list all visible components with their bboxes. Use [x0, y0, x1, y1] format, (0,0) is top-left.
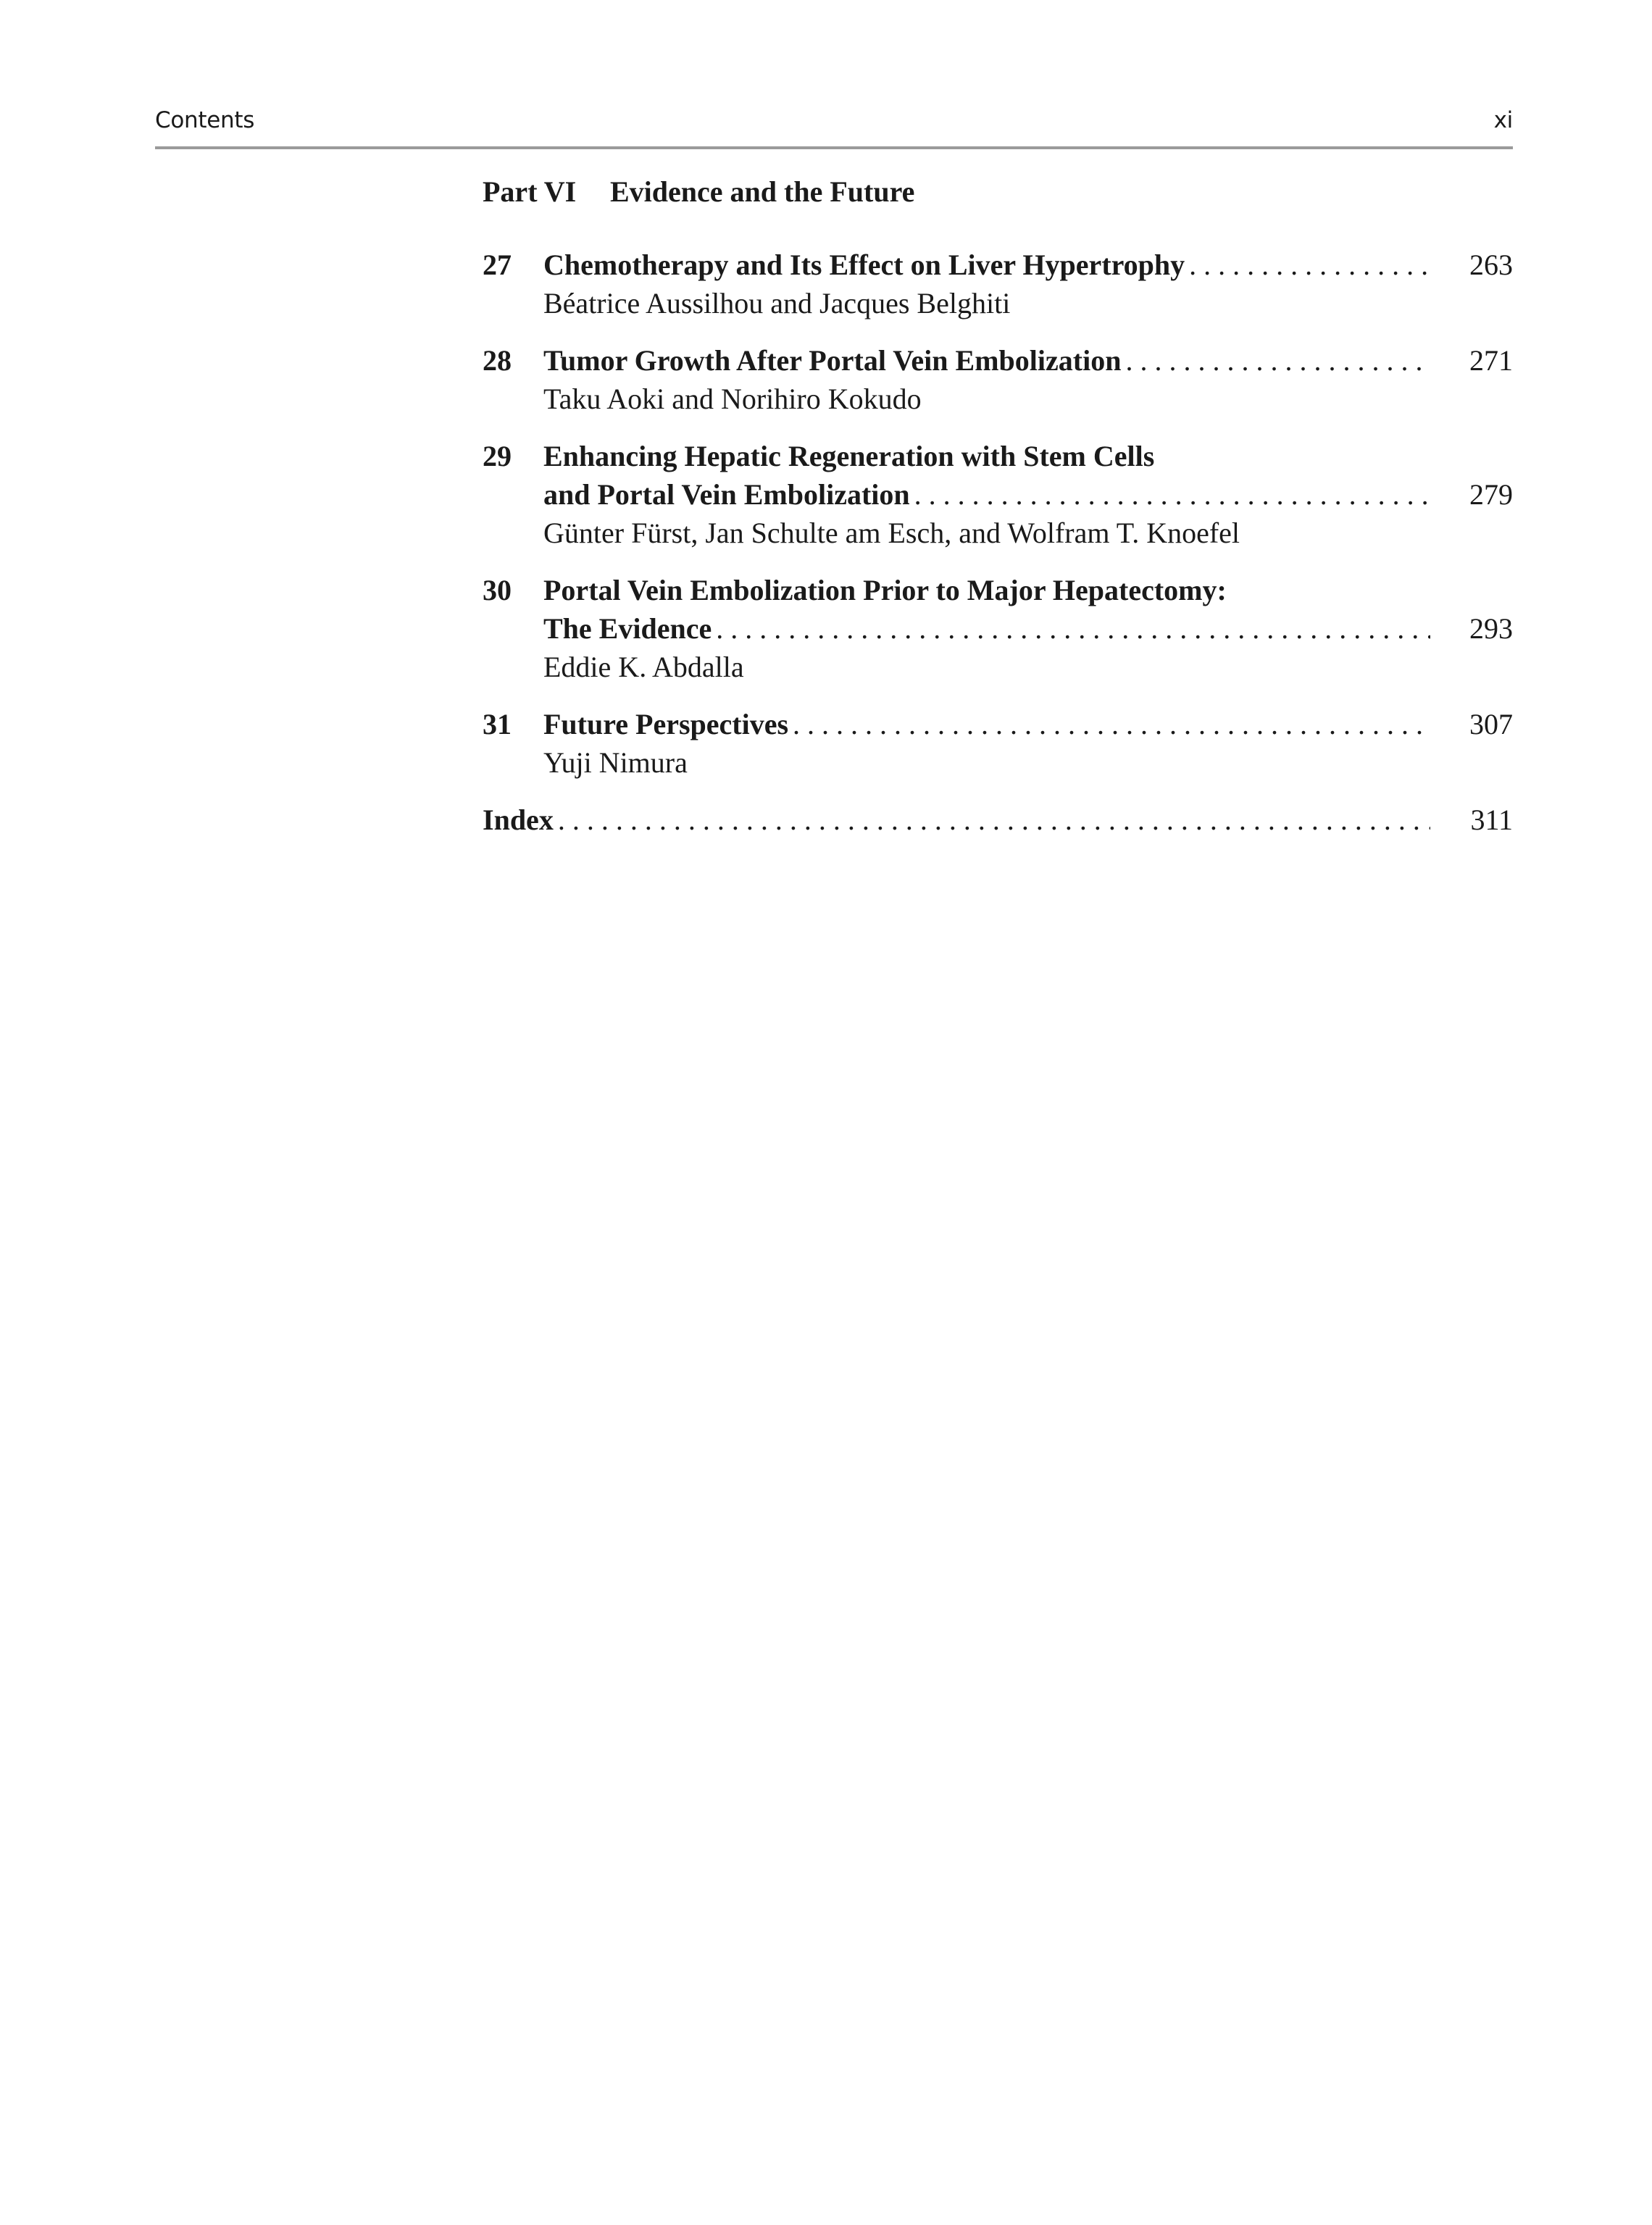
- toc-entry-chapter-28[interactable]: [483, 341, 1513, 418]
- dot-leader: [558, 801, 1430, 839]
- chapter-page-number[interactable]: 263: [1469, 249, 1513, 281]
- chapter-title-line: [543, 475, 1513, 514]
- header-rule: [155, 146, 1513, 149]
- part-label: Part VI: [483, 175, 577, 208]
- dot-leader: [1125, 341, 1430, 380]
- chapter-title-line: [543, 246, 1513, 284]
- chapter-authors: Béatrice Aussilhou and Jacques Belghiti: [543, 287, 1011, 320]
- chapter-title-line: [543, 609, 1513, 648]
- chapter-number: 28: [483, 344, 512, 377]
- dot-leader: [716, 609, 1430, 648]
- chapter-number: 27: [483, 249, 512, 281]
- chapter-number: 29: [483, 440, 512, 472]
- chapter-title-second-line[interactable]: and Portal Vein Embolization: [543, 478, 910, 511]
- chapter-number: 30: [483, 574, 512, 606]
- dot-leader: [914, 475, 1430, 514]
- toc-entry-chapter-31[interactable]: [483, 705, 1513, 782]
- dot-leader: [1189, 246, 1430, 284]
- chapter-number: 31: [483, 708, 512, 740]
- chapter-page-number[interactable]: 279: [1469, 478, 1513, 511]
- part-heading: [483, 172, 1513, 211]
- running-head-page-number: xi: [1493, 107, 1513, 133]
- chapter-authors: Taku Aoki and Norihiro Kokudo: [543, 383, 922, 415]
- part-title: Evidence and the Future: [610, 175, 915, 208]
- index-label[interactable]: Index: [483, 803, 554, 836]
- table-of-contents: [483, 172, 1513, 839]
- chapter-title[interactable]: Future Perspectives: [543, 708, 789, 740]
- chapter-title[interactable]: Tumor Growth After Portal Vein Embolization: [543, 344, 1122, 377]
- running-head: [155, 107, 1513, 139]
- chapter-title-first-line[interactable]: Enhancing Hepatic Regeneration with Stem Cells: [543, 440, 1155, 472]
- chapter-page-number[interactable]: 307: [1469, 708, 1513, 740]
- chapter-title-line: [543, 341, 1513, 380]
- index-page-number[interactable]: 311: [1470, 803, 1513, 836]
- chapter-authors: Yuji Nimura: [543, 746, 688, 779]
- chapter-title[interactable]: Chemotherapy and Its Effect on Liver Hypertrophy: [543, 249, 1185, 281]
- chapter-page-number[interactable]: 271: [1469, 344, 1513, 377]
- chapter-authors: Günter Fürst, Jan Schulte am Esch, and Wolfram T. Knoefel: [543, 517, 1240, 549]
- toc-entry-chapter-27[interactable]: [483, 246, 1513, 322]
- chapter-authors: Eddie K. Abdalla: [543, 651, 744, 683]
- running-head-section: Contents: [155, 107, 255, 133]
- toc-entry-index[interactable]: [483, 801, 1513, 839]
- chapter-title-second-line[interactable]: The Evidence: [543, 612, 712, 645]
- chapter-title-line: [543, 705, 1513, 743]
- toc-entry-chapter-30[interactable]: [483, 571, 1513, 686]
- chapter-title-first-line[interactable]: Portal Vein Embolization Prior to Major Hepatectomy:: [543, 574, 1227, 606]
- dot-leader: [793, 705, 1430, 743]
- chapter-page-number[interactable]: 293: [1469, 612, 1513, 645]
- toc-entry-chapter-29[interactable]: [483, 437, 1513, 552]
